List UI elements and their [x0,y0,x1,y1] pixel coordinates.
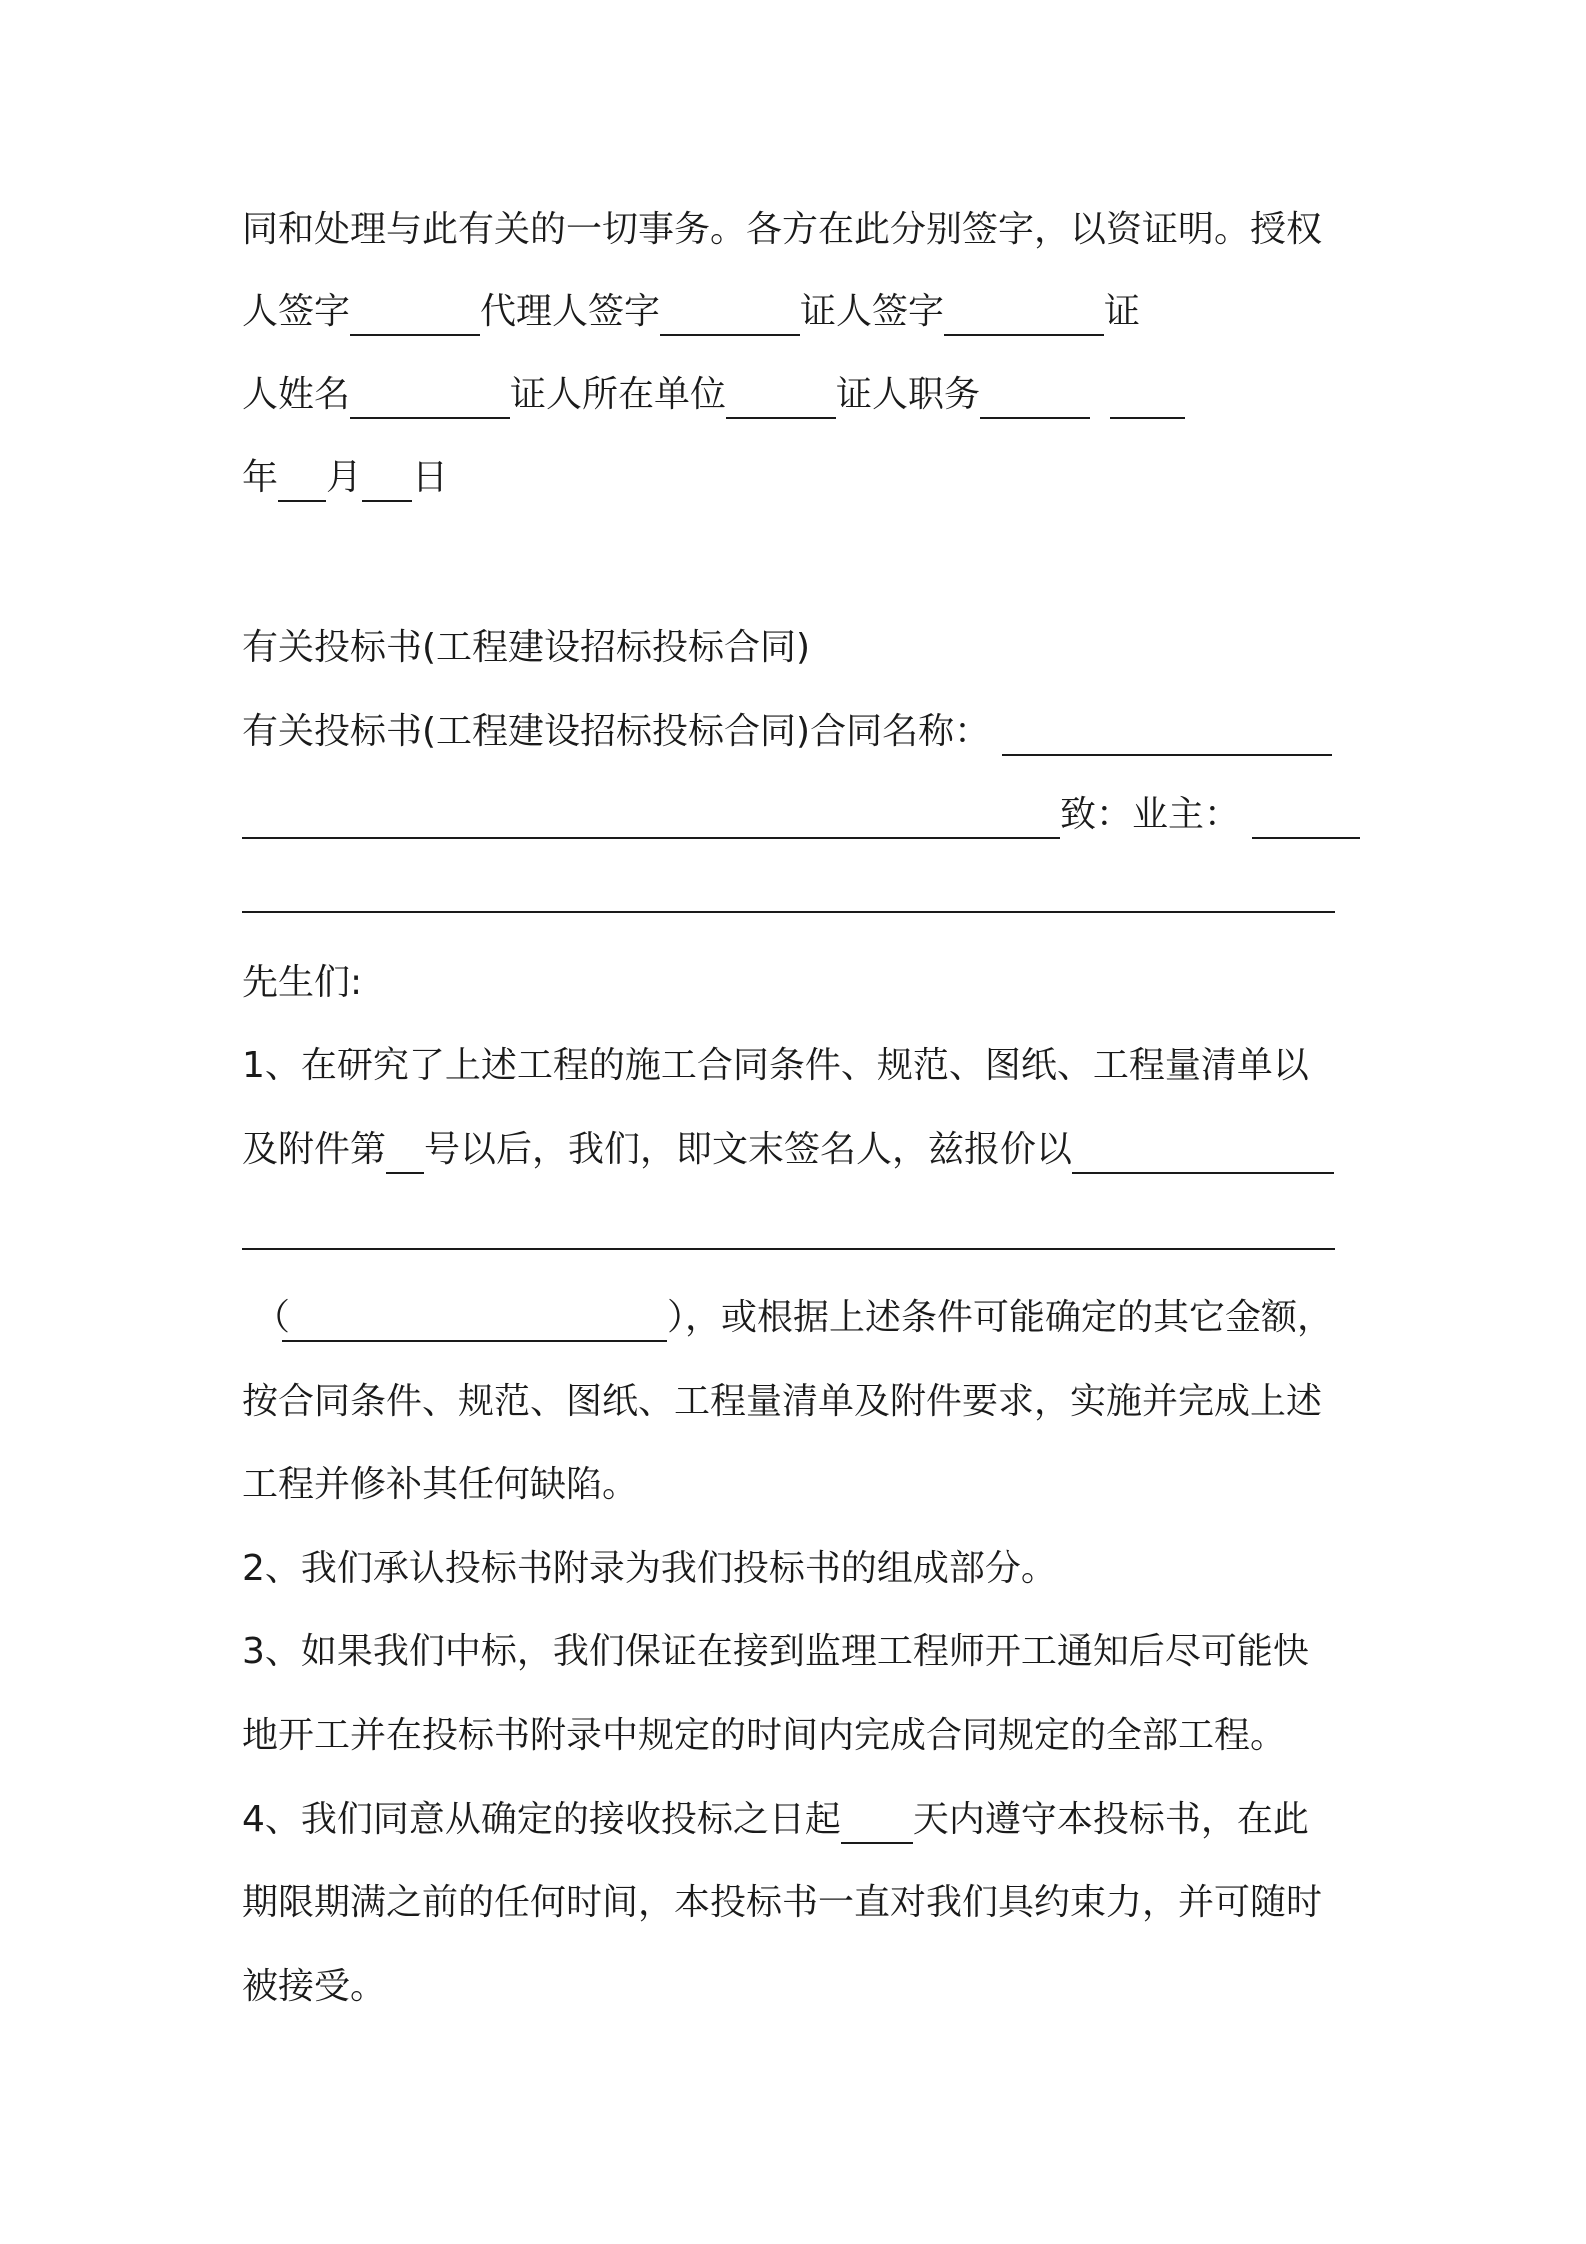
date-month-blank[interactable] [278,442,326,502]
paragraph-2 [242,1539,1362,1599]
witness-position-blank[interactable] [980,359,1090,419]
open-paren: （ [254,1297,291,1338]
witness-unit-blank[interactable] [726,359,836,419]
paragraph-3-line-2 [242,1706,1362,1766]
owner-name-continuation-blank[interactable] [242,911,1335,913]
text-line [242,200,1362,260]
validity-days-blank[interactable] [841,1784,913,1844]
paragraph-4-text: 期限期满之前的任何时间，本投标书一直对我们具约束力，并可随时 [242,1882,1323,1923]
paragraph-4-line-1 [242,1790,1362,1850]
grantor-signature-blank[interactable] [350,276,480,336]
contract-name-line [242,702,1362,762]
agent-signature-blank[interactable] [660,276,800,336]
date-year-blank[interactable] [1110,359,1185,419]
witness-signature-blank[interactable] [944,276,1104,336]
contract-name-continuation-blank[interactable] [242,779,1060,839]
greeting-line [242,953,1362,1013]
paragraph-3-line-1 [242,1622,1362,1682]
paragraph-1-text: 按合同条件、规范、图纸、工程量清单及附件要求，实施并完成上述 [242,1381,1323,1422]
paragraph-2-text: 2、我们承认投标书附录为我们投标书的组成部分。 [242,1548,1057,1589]
other-amount-text: ），或根据上述条件可能确定的其它金额， [667,1297,1334,1338]
validity-text-rest: 天内遵守本投标书，在此 [912,1799,1309,1840]
quote-amount-blank[interactable] [1072,1114,1334,1174]
greeting-text: 先生们: [242,962,363,1003]
paragraph-3-text: 3、如果我们中标，我们保证在接到监理工程师开工通知后尽可能快 [242,1631,1309,1672]
section-title [242,618,1362,678]
attachment-label: 及附件第 [242,1129,387,1170]
paragraph-1-text: 1、在研究了上述工程的施工合同条件、规范、图纸、工程量清单以 [242,1045,1309,1086]
witness-position-label: 证人职务 [836,374,981,415]
paragraph-4-text: 被接受。 [242,1966,387,2007]
witness-name-blank[interactable] [350,359,510,419]
month-label: 月 [326,457,363,498]
validity-text: 4、我们同意从确定的接收投标之日起 [242,1799,841,1840]
paragraph-1-line-6 [242,1455,1362,1515]
grantor-signature-label: 人签字 [242,291,351,332]
paragraph-1-line-5 [242,1372,1362,1432]
to-owner-label: 致：业主： [1060,794,1241,835]
quote-amount-continuation-blank[interactable] [242,1248,1335,1250]
day-label: 日 [412,457,449,498]
paragraph-4-line-2 [242,1873,1362,1933]
year-label: 年 [242,457,279,498]
date-line [242,448,1362,508]
agent-signature-label: 代理人签字 [480,291,661,332]
witness-name-label-start: 证 [1104,291,1141,332]
witness-name-label: 人姓名 [242,374,351,415]
paragraph-1-line-2 [242,1120,1362,1180]
owner-name-blank[interactable] [1252,779,1360,839]
paragraph-1-text: 工程并修补其任何缺陷。 [242,1464,639,1505]
amount-in-words-blank[interactable] [282,1282,667,1342]
section-title-text: 有关投标书(工程建设招标投标合同) [242,627,811,668]
contract-name-label: 有关投标书(工程建设招标投标合同)合同名称： [242,711,991,752]
quote-text: 号以后，我们，即文末签名人，兹报价以 [424,1129,1073,1170]
witness-unit-label: 证人所在单位 [510,374,727,415]
owner-line [242,785,1362,845]
date-day-blank[interactable] [362,442,412,502]
authorization-text: 同和处理与此有关的一切事务。各方在此分别签字，以资证明。授权 [242,209,1323,250]
paragraph-1-line-4 [242,1288,1362,1348]
paragraph-4-line-3 [242,1957,1362,2017]
paragraph-1-line-1 [242,1036,1362,1096]
witness-signature-label: 证人签字 [800,291,945,332]
signature-line [242,282,1362,342]
attachment-number-blank[interactable] [386,1114,424,1174]
paragraph-3-text: 地开工并在投标书附录中规定的时间内完成合同规定的全部工程。 [242,1715,1287,1756]
contract-name-blank[interactable] [1002,696,1332,756]
witness-info-line [242,365,1362,425]
